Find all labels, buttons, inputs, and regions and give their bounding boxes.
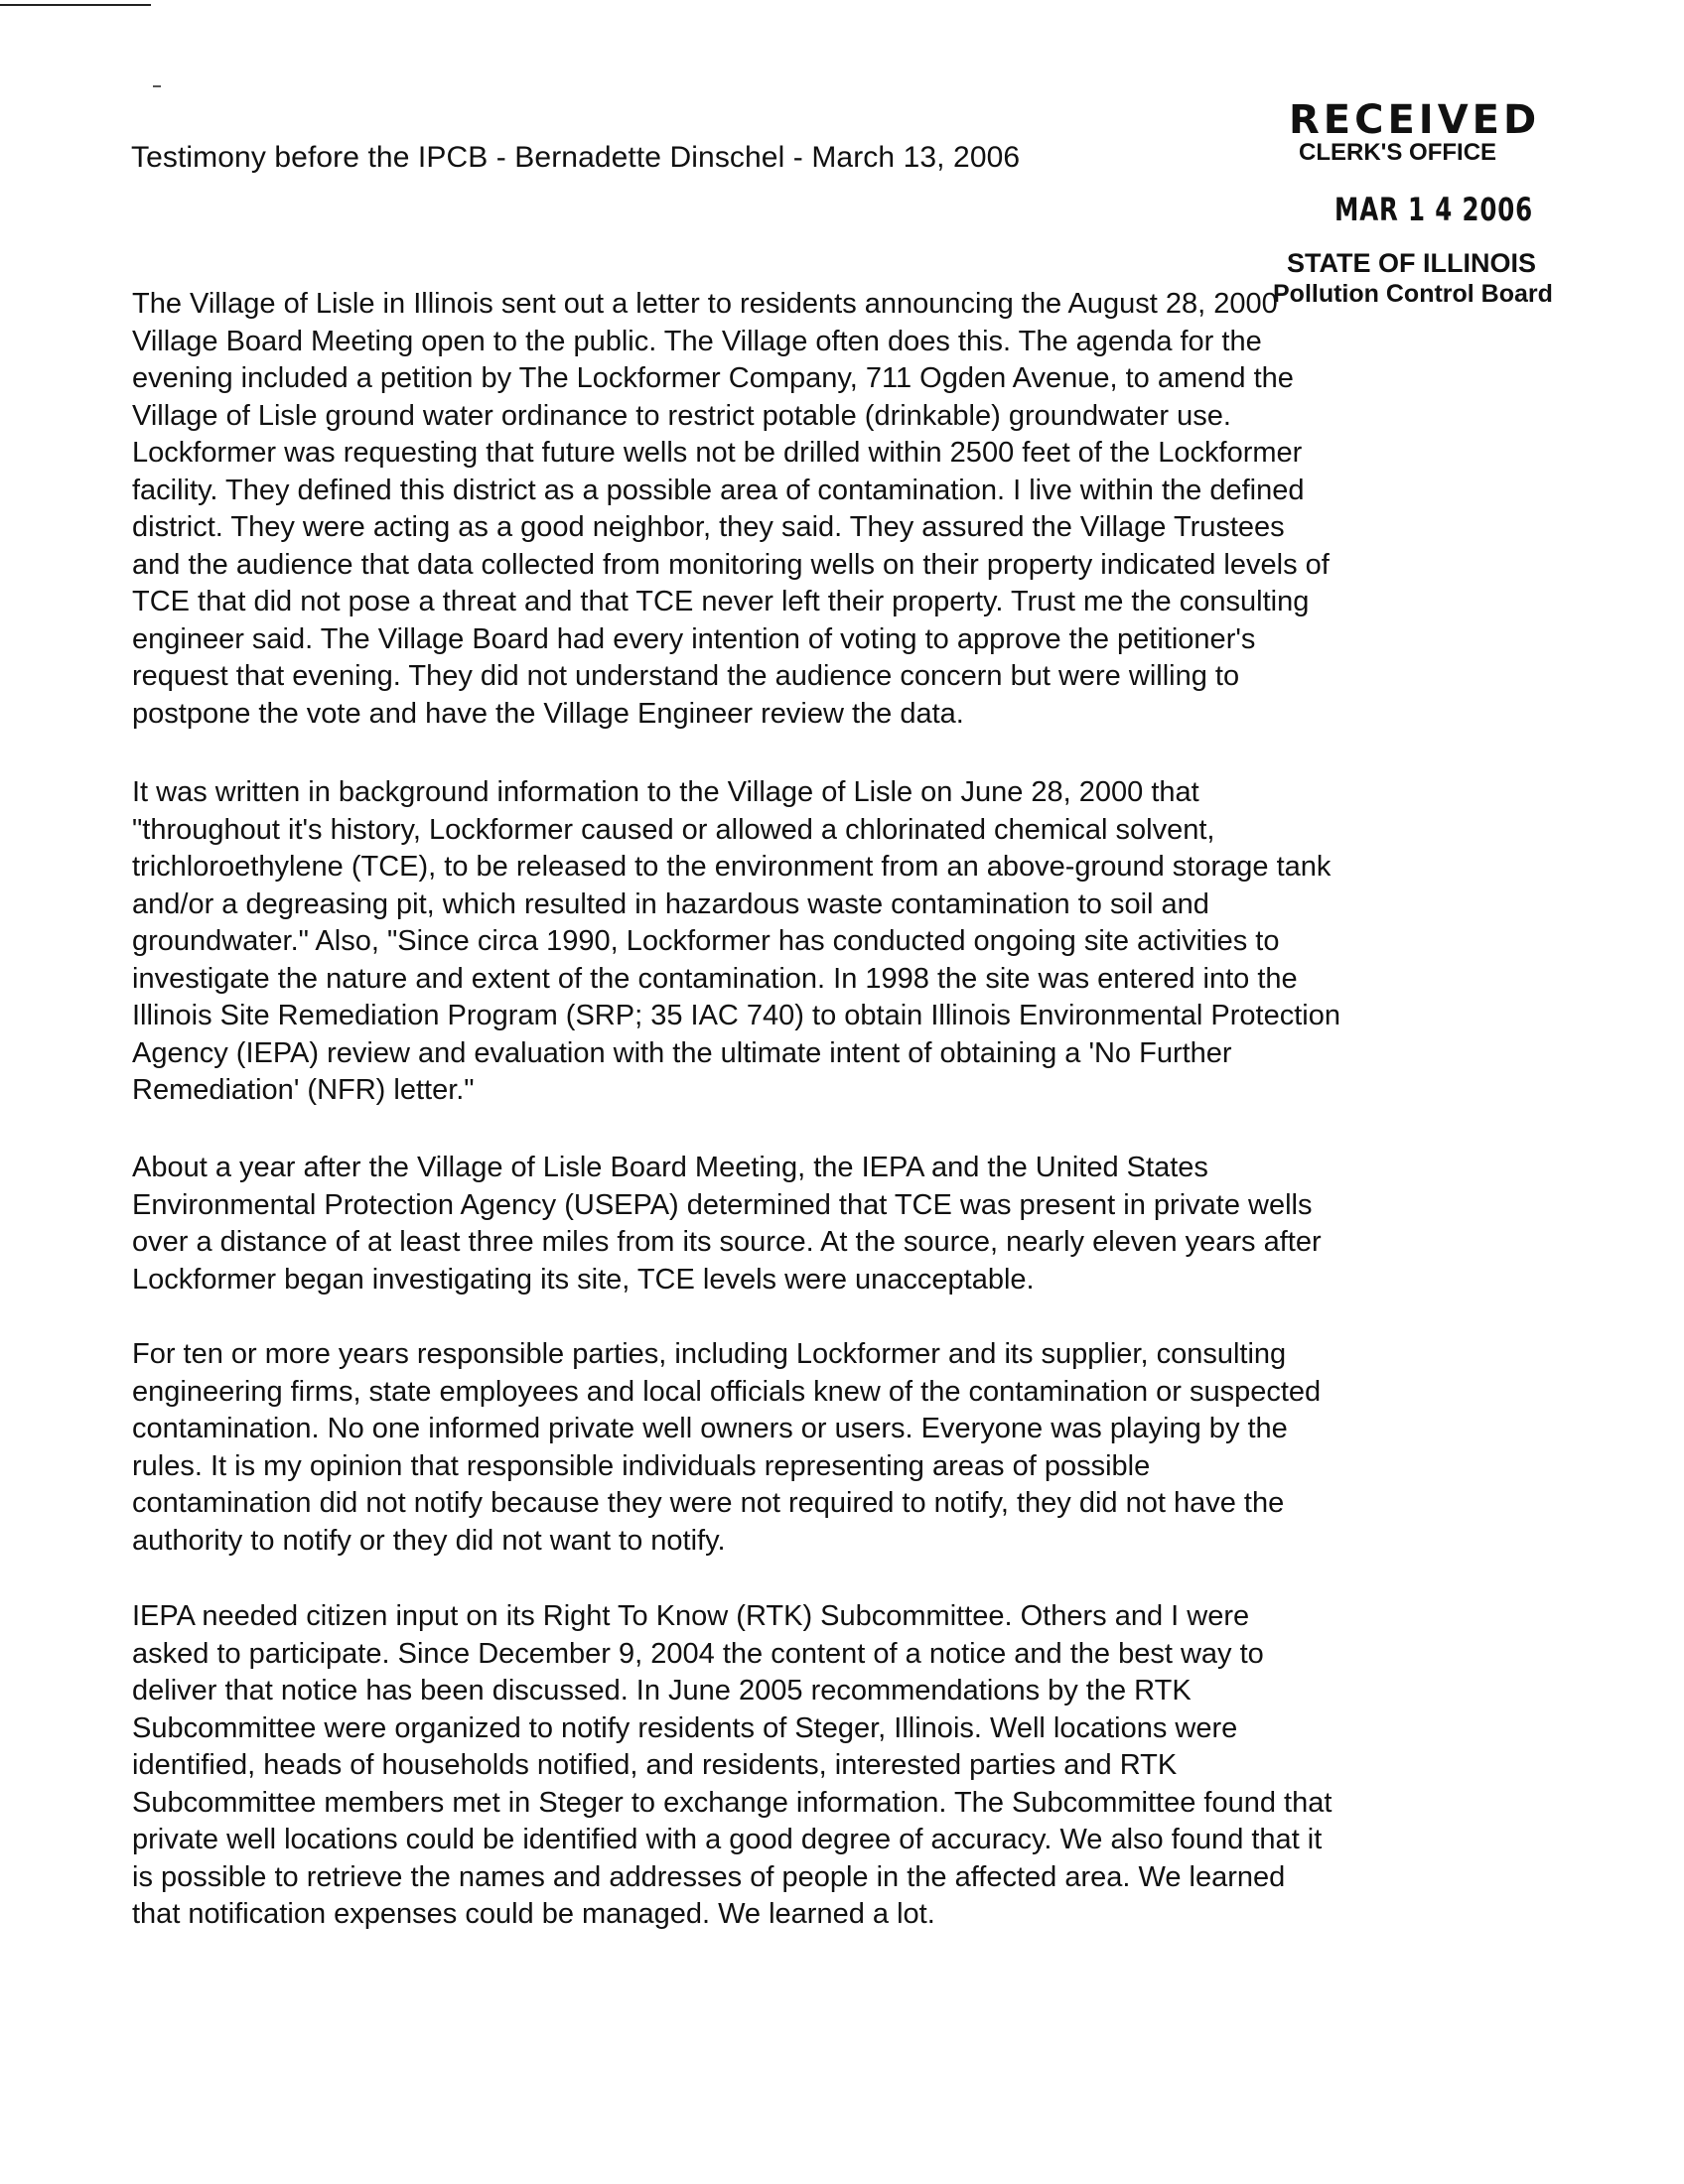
body-line: It was written in background information to the Village of Lisle on June 28, 2000 that — [132, 776, 1199, 808]
body-line: Lockformer began investigating its site, TCE levels were unacceptable. — [132, 1263, 1035, 1296]
body-line: Remediation' (NFR) letter." — [132, 1074, 475, 1106]
body-line: Village of Lisle ground water ordinance to restrict potable (drinkable) groundwater use. — [132, 399, 1231, 432]
scan-speck — [153, 85, 161, 87]
body-line: that notification expenses could be managed. We learned a lot. — [132, 1898, 935, 1930]
paragraph-background-info — [132, 774, 1562, 1110]
stamp-received: RECEIVED — [1289, 97, 1541, 143]
stamp-board: Pollution Control Board — [1273, 280, 1553, 308]
body-line: deliver that notice has been discussed. In June 2005 recommendations by the RTK — [132, 1675, 1192, 1706]
stamp-office: CLERK'S OFFICE — [1299, 139, 1497, 166]
body-line: and/or a degreasing pit, which resulted in hazardous waste contamination to soil and — [132, 887, 1209, 920]
document-title: Testimony before the IPCB - Bernadette Dinschel - March 13, 2006 — [131, 141, 1021, 174]
body-line: rules. It is my opinion that responsible individuals representing areas of possible — [132, 1449, 1151, 1482]
paragraph-lisle-meeting — [132, 286, 1562, 733]
paragraph-responsible-parties — [132, 1336, 1562, 1560]
body-line: private well locations could be identified with a good degree of accuracy. We also found that it — [132, 1824, 1323, 1855]
body-line: The Village of Lisle in Illinois sent out a letter to residents announcing the August 28, 2000 — [132, 288, 1278, 320]
body-line: groundwater." Also, "Since circa 1990, Lockformer has conducted ongoing site activities to — [132, 925, 1280, 957]
body-line: Illinois Site Remediation Program (SRP; 35 IAC 740) to obtain Illinois Environmental Protection — [132, 1000, 1340, 1031]
body-line: engineering firms, state employees and local officials knew of the contamination or suspected — [132, 1375, 1322, 1408]
paragraph-rtk-subcommittee — [132, 1598, 1562, 1934]
body-line: TCE that did not pose a threat and that TCE never left their property. Trust me the consulting — [132, 586, 1310, 617]
stamp-date: MAR 1 4 2006 — [1334, 191, 1534, 228]
body-line: Agency (IEPA) review and evaluation with the ultimate intent of obtaining a 'No Further — [132, 1036, 1232, 1069]
body-line: trichloroethylene (TCE), to be released to the environment from an above-ground storage tank — [132, 851, 1332, 883]
body-line: For ten or more years responsible parties, including Lockformer and its supplier, consulting — [132, 1338, 1287, 1370]
body-line: About a year after the Village of Lisle Board Meeting, the IEPA and the United States — [132, 1152, 1208, 1183]
body-line: "throughout it's history, Lockformer caused or allowed a chlorinated chemical solvent, — [132, 813, 1215, 846]
body-line: identified, heads of households notified, and residents, interested parties and RTK — [132, 1749, 1178, 1781]
scan-corner-rule — [0, 4, 151, 6]
body-line: Subcommittee were organized to notify residents of Steger, Illinois. Well locations were — [132, 1711, 1238, 1744]
body-line: asked to participate. Since December 9, 2004 the content of a notice and the best way to — [132, 1637, 1264, 1670]
body-line: IEPA needed citizen input on its Right To Know (RTK) Subcommittee. Others and I were — [132, 1600, 1250, 1632]
body-line: district. They were acting as a good neighbor, they said. They assured the Village Trustees — [132, 511, 1285, 543]
body-line: is possible to retrieve the names and addresses of people in the affected area. We learned — [132, 1860, 1286, 1893]
paragraph-usepa-findings — [132, 1150, 1562, 1298]
body-line: over a distance of at least three miles from its source. At the source, nearly eleven years after — [132, 1226, 1322, 1258]
body-line: investigate the nature and extent of the contamination. In 1998 the site was entered into the — [132, 962, 1298, 995]
body-line: and the audience that data collected from monitoring wells on their property indicated levels of — [132, 548, 1330, 581]
body-line: Village Board Meeting open to the public. The Village often does this. The agenda for the — [132, 325, 1262, 357]
body-line: authority to notify or they did not want to notify. — [132, 1524, 726, 1557]
body-line: contamination did not notify because they were not required to notify, they did not have the — [132, 1487, 1285, 1519]
body-line: engineer said. The Village Board had every intention of voting to approve the petitioner's — [132, 622, 1256, 655]
body-line: postpone the vote and have the Village Engineer review the data. — [132, 697, 964, 730]
body-line: evening included a petition by The Lockformer Company, 711 Ogden Avenue, to amend the — [132, 362, 1294, 394]
body-line: request that evening. They did not understand the audience concern but were willing to — [132, 660, 1240, 692]
stamp-state: STATE OF ILLINOIS — [1287, 248, 1536, 278]
body-line: Environmental Protection Agency (USEPA) determined that TCE was present in private wells — [132, 1188, 1313, 1221]
body-line: contamination. No one informed private well owners or users. Everyone was playing by the — [132, 1413, 1288, 1444]
body-line: facility. They defined this district as a possible area of contamination. I live within the defined — [132, 474, 1305, 506]
body-line: Lockformer was requesting that future wells not be drilled within 2500 feet of the Lockformer — [132, 437, 1303, 469]
body-line: Subcommittee members met in Steger to exchange information. The Subcommittee found that — [132, 1786, 1333, 1819]
